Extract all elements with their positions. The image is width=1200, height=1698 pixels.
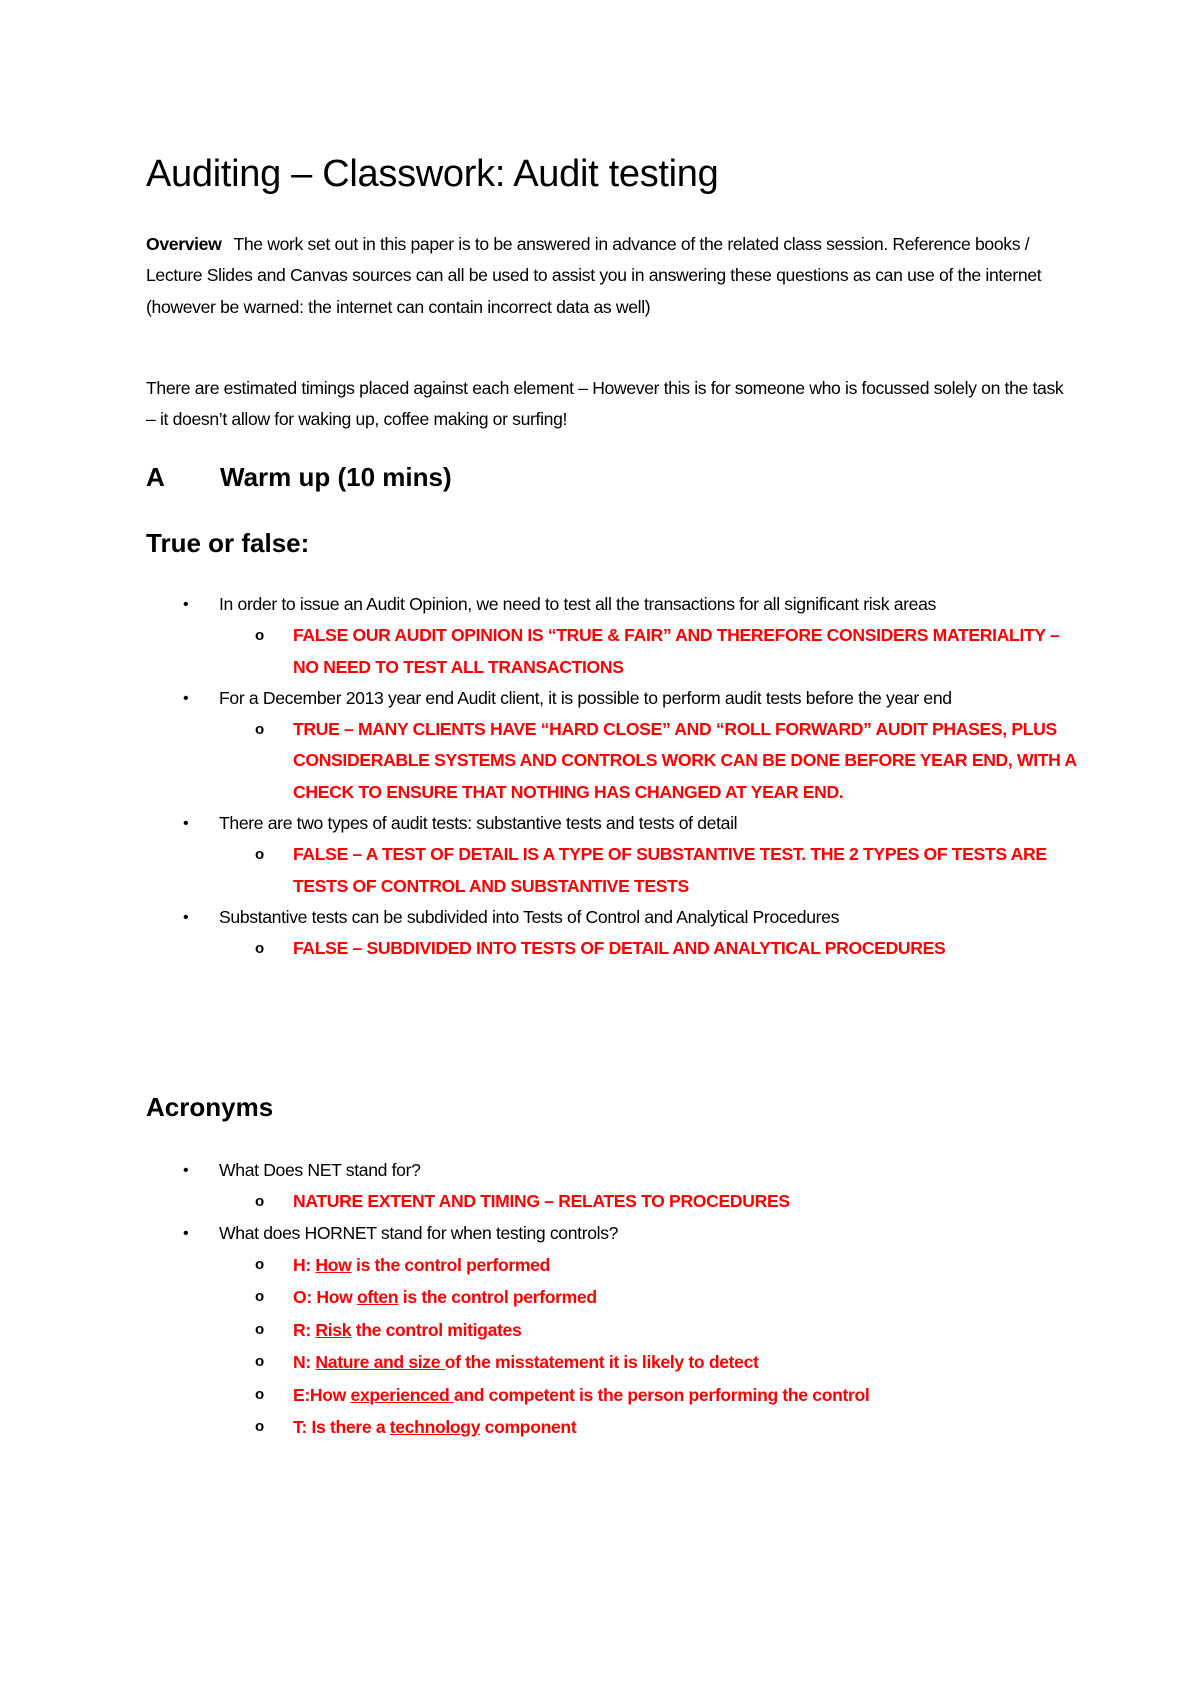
list-item: [146, 1155, 1086, 1186]
bullet-icon: •: [183, 1224, 189, 1242]
acronyms-list: [146, 1155, 1086, 1444]
hornet-prefix: R:: [293, 1319, 316, 1340]
acronyms-heading: Acronyms: [146, 1092, 274, 1122]
answer-item: [146, 933, 1086, 964]
sub-bullet-icon: o: [255, 1418, 264, 1436]
answer-item: [146, 620, 1086, 683]
hornet-suffix: the control mitigates: [351, 1319, 522, 1340]
list-item: [146, 683, 1086, 714]
sub-bullet-icon: o: [255, 1385, 264, 1403]
sub-bullet-icon: o: [255, 627, 264, 645]
sub-bullet-icon: o: [255, 846, 264, 864]
question-text: Substantive tests can be subdivided into Tests of Control and Analytical Procedures: [219, 906, 840, 927]
bullet-icon: •: [183, 596, 189, 613]
sub-bullet-icon: o: [255, 721, 264, 739]
true-false-list: [146, 589, 1086, 965]
hornet-prefix: E:How: [293, 1384, 351, 1405]
hornet-prefix: O: How: [293, 1287, 358, 1308]
sub-bullet-icon: o: [255, 1193, 264, 1211]
hornet-keyword: Nature and size: [315, 1352, 445, 1373]
overview-paragraph: [146, 229, 1076, 323]
sub-bullet-icon: o: [255, 1353, 264, 1371]
bullet-icon: •: [183, 689, 189, 707]
answer-item: [146, 1186, 1086, 1217]
section-heading: [146, 458, 452, 496]
answer-text: FALSE – SUBDIVIDED INTO TESTS OF DETAIL AND ANALYTICAL PROCEDURES: [293, 938, 946, 959]
question-text: There are two types of audit tests: substantive tests and tests of detail: [219, 813, 738, 834]
true-false-heading: True or false:: [146, 528, 310, 558]
bullet-icon: •: [183, 815, 189, 833]
overview-text: The work set out in this paper is to be answered in advance of the related class session. Reference books / Lecture Slides and Canvas sources can all be used to assist you in answering these questions as can use of the internet (however be warned: the internet can contain incorrect data as well): [146, 234, 1042, 317]
hornet-keyword: technology: [389, 1417, 481, 1438]
hornet-prefix: N:: [293, 1352, 316, 1373]
sub-bullet-icon: o: [255, 1288, 264, 1306]
hornet-suffix: of the misstatement it is likely to detect: [444, 1352, 759, 1373]
hornet-keyword: Risk: [315, 1319, 352, 1340]
sub-bullet-icon: o: [255, 1320, 264, 1338]
hornet-r-item: [146, 1314, 1086, 1347]
answer-text: NATURE EXTENT AND TIMING – RELATES TO PROCEDURES: [293, 1191, 790, 1212]
bullet-icon: •: [183, 1162, 189, 1179]
hornet-h-item: [146, 1249, 1086, 1282]
hornet-keyword: experienced: [350, 1384, 454, 1405]
hornet-suffix: component: [480, 1417, 577, 1438]
sub-bullet-icon: o: [255, 940, 264, 958]
answer-item: [146, 839, 1086, 902]
hornet-keyword: often: [357, 1287, 399, 1308]
hornet-suffix: is the control performed: [398, 1287, 597, 1308]
hornet-suffix: and competent is the person performing the control: [453, 1384, 870, 1405]
list-item: [146, 589, 1086, 620]
list-item: [146, 1218, 1086, 1249]
hornet-o-item: [146, 1281, 1086, 1314]
bullet-icon: •: [183, 908, 189, 926]
page-title: Auditing – Classwork: Audit testing: [146, 153, 719, 195]
section-title: Warm up (10 mins): [220, 462, 452, 492]
hornet-t-item: [146, 1411, 1086, 1444]
hornet-n-item: [146, 1346, 1086, 1379]
sub-bullet-icon: o: [255, 1255, 264, 1273]
section-letter: A: [146, 462, 165, 492]
question-text: In order to issue an Audit Opinion, we need to test all the transactions for all significant risk areas: [219, 594, 936, 614]
overview-label: Overview: [146, 234, 222, 254]
list-item: [146, 808, 1086, 839]
answer-item: [146, 714, 1086, 808]
hornet-prefix: T: Is there a: [293, 1417, 390, 1438]
hornet-prefix: H:: [293, 1254, 316, 1275]
answer-text: FALSE OUR AUDIT OPINION IS “TRUE & FAIR” AND THEREFORE CONSIDERS MATERIALITY – NO NEED TO TEST ALL TRANSACTIONS: [293, 625, 1060, 677]
hornet-suffix: is the control performed: [351, 1254, 550, 1275]
question-text: What does HORNET stand for when testing controls?: [219, 1222, 619, 1243]
answer-text: FALSE – A TEST OF DETAIL IS A TYPE OF SUBSTANTIVE TEST. THE 2 TYPES OF TESTS ARE TESTS OF CONTROL AND SUBSTANTIVE TESTS: [293, 844, 1047, 896]
timings-paragraph: There are estimated timings placed against each element – However this is for someone who is focussed solely on the task – it doesn’t allow for waking up, coffee making or surfing!: [146, 378, 1064, 430]
hornet-keyword: How: [315, 1254, 352, 1275]
list-item: [146, 902, 1086, 933]
question-text: For a December 2013 year end Audit client, it is possible to perform audit tests before the year end: [219, 687, 952, 708]
hornet-e-item: [146, 1379, 1086, 1412]
answer-text: TRUE – MANY CLIENTS HAVE “HARD CLOSE” AND “ROLL FORWARD” AUDIT PHASES, PLUS CONSIDERABLE SYSTEMS AND CONTROLS WORK CAN BE DONE BEFORE YEAR END, WITH A CHECK TO ENSURE THAT NOTHING HAS CHANGED AT YEAR END.: [293, 719, 1077, 802]
question-text: What Does NET stand for?: [219, 1160, 421, 1180]
